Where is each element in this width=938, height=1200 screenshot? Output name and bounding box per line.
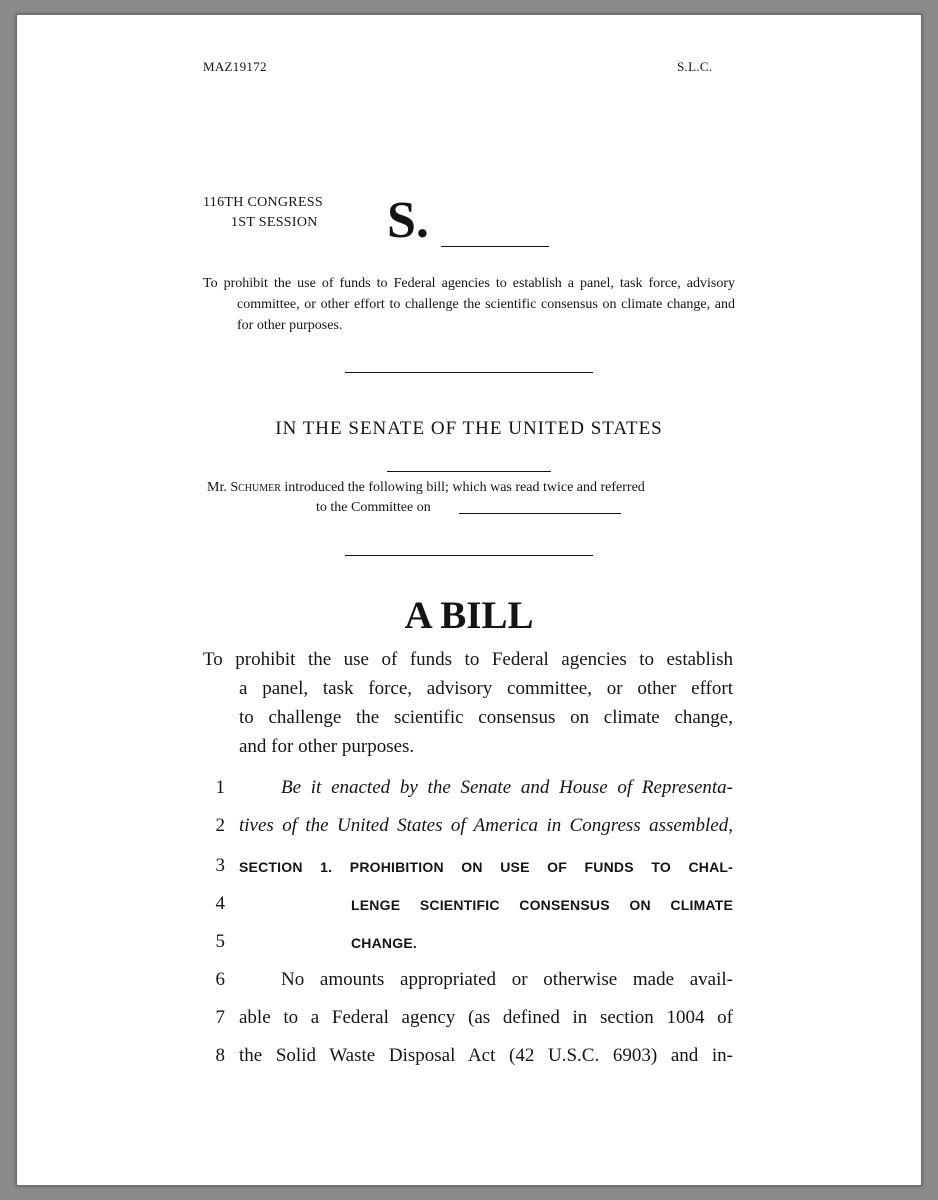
- line-number: 6: [215, 969, 225, 990]
- slc-marker: S.L.C.: [677, 59, 713, 74]
- purpose-line: a panel, task force, advisory committee, or other effort: [239, 678, 733, 699]
- bill-heading: A BILL: [404, 594, 534, 637]
- chamber-heading: IN THE SENATE OF THE UNITED STATES: [275, 418, 663, 439]
- purpose-line: To prohibit the use of funds to Federal agencies to establish: [203, 649, 733, 670]
- purpose-line: to challenge the scientific consensus on climate change,: [239, 707, 733, 728]
- introduction-line: [207, 478, 645, 498]
- body-text-line: able to a Federal agency (as defined in section 1004 of: [239, 1007, 733, 1028]
- body-text-line: the Solid Waste Disposal Act (42 U.S.C. 6903) and in-: [239, 1045, 733, 1066]
- line-number: 5: [215, 931, 225, 952]
- sponsor-honorific: Mr.: [207, 480, 227, 495]
- committee-blank: [459, 513, 621, 514]
- enacting-clause-line: tives of the United States of America in Congress assembled,: [239, 815, 733, 836]
- body-text-line: No amounts appropriated or otherwise made avail-: [281, 969, 733, 990]
- line-number: 8: [215, 1045, 225, 1066]
- short-title: To prohibit the use of funds to Federal agencies to establish a panel, task force, advisory committee, or other effort to challenge the scientific consensus on climate change, and for other purposes.: [203, 276, 735, 333]
- section-heading-line: CHANGE.: [351, 935, 417, 951]
- line-number: 1: [215, 777, 225, 798]
- divider-rule: [387, 471, 551, 472]
- enacting-clause-line: Be it enacted by the Senate and House of Representa-: [281, 777, 733, 798]
- line-number: 3: [215, 855, 225, 876]
- congress-number: 116TH CONGRESS: [203, 195, 323, 210]
- line-number: 2: [215, 815, 225, 836]
- introduction-text: introduced the following bill; which was read twice and referred: [284, 480, 645, 495]
- line-number: 7: [215, 1007, 225, 1028]
- session-number: 1ST SESSION: [231, 215, 318, 230]
- purpose-line: and for other purposes.: [239, 736, 415, 757]
- committee-referral: [316, 498, 431, 518]
- divider-rule: [345, 372, 593, 373]
- bill-number-blank: [441, 246, 549, 247]
- committee-label: to the Committee on: [316, 500, 431, 515]
- section-heading-line: LENGE SCIENTIFIC CONSENSUS ON CLIMATE: [351, 897, 733, 913]
- section-heading-line: SECTION 1. PROHIBITION ON USE OF FUNDS TO CHAL-: [239, 859, 733, 875]
- divider-rule: [345, 555, 593, 556]
- document-page: [16, 14, 922, 1186]
- bill-prefix: S.: [387, 192, 429, 249]
- line-number: 4: [215, 893, 225, 914]
- sponsor-name: Schumer: [230, 480, 281, 495]
- document-id: MAZ19172: [203, 59, 267, 74]
